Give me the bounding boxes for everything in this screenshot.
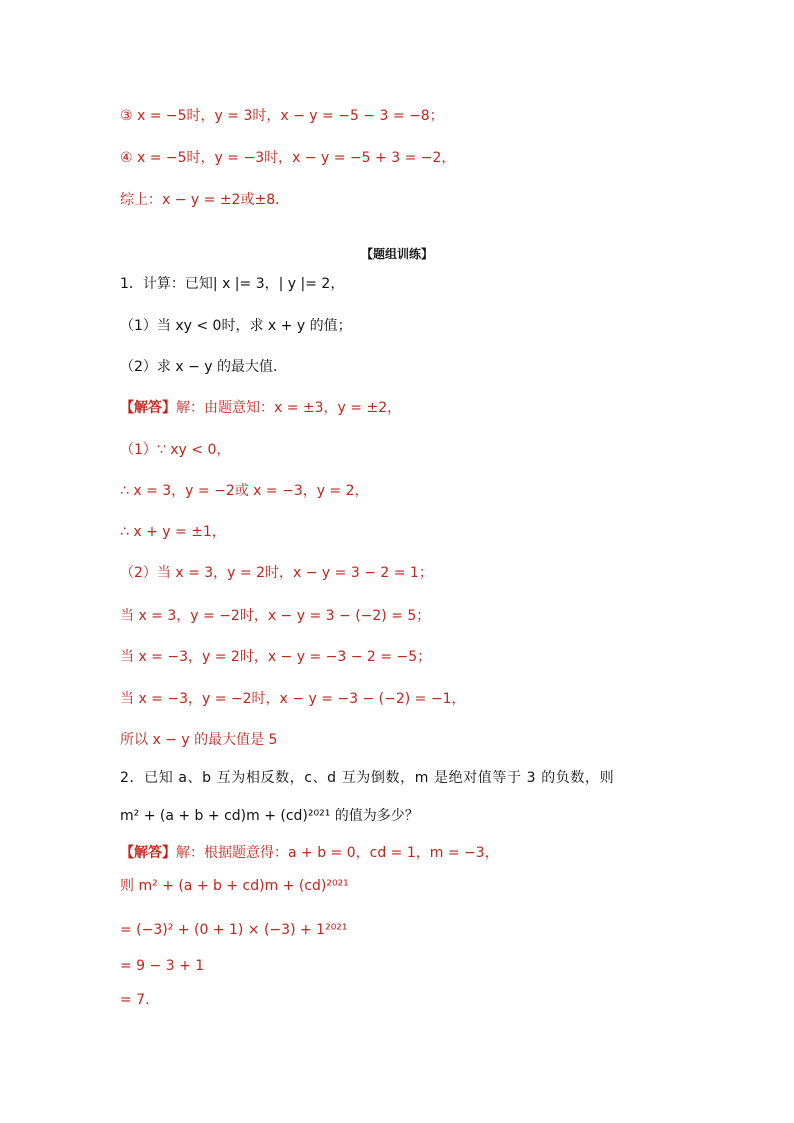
answer-1-line	[120, 398, 401, 418]
question-2-expression: m² + (a + b + cd)m + (cd)²⁰²¹ 的值为多少？	[120, 808, 419, 824]
question-1-part-1: （1）当 xy < 0时，求 x + y 的值；	[120, 318, 352, 334]
solution-step-2: ∴ x = 3，y = −2或 x = −3，y = 2，	[120, 483, 369, 499]
question-2: 2．已知 a、b 互为相反数，c、d 互为倒数，m 是绝对值等于 3 的负数，则	[120, 770, 615, 786]
solution-step-3: ∴ x + y = ±1，	[120, 524, 226, 540]
answer-2-tag: 【解答】	[120, 845, 176, 861]
solution-conclusion: 所以 x − y 的最大值是 5	[120, 732, 278, 748]
solution-step-6: 当 x = −3，y = 2时，x − y = −3 − 2 = −5；	[120, 649, 432, 665]
section-title: 【题组训练】	[360, 247, 433, 261]
solution-step-4: （2）当 x = 3，y = 2时，x − y = 3 − 2 = 1；	[120, 565, 433, 581]
calc-step-1: 则 m² + (a + b + cd)m + (cd)²⁰²¹	[120, 878, 349, 894]
summary-line: 综上：x − y = ±2或±8．	[120, 192, 290, 208]
answer-1-tag: 【解答】	[120, 400, 176, 416]
answer-2-line	[120, 843, 499, 863]
question-1-part-2: （2）求 x − y 的最大值．	[120, 359, 288, 375]
question-1: 1．计算：已知| x |= 3，| y |= 2，	[120, 276, 345, 292]
calc-step-2: = (−3)² + (0 + 1) × (−3) + 1²⁰²¹	[120, 922, 348, 938]
case-3-line: ③ x = −5时，y = 3时，x − y = −5 − 3 = −8；	[120, 108, 444, 124]
solution-step-7: 当 x = −3，y = −2时，x − y = −3 − (−2) = −1，	[120, 691, 466, 707]
solution-step-1: （1）∵ xy < 0，	[120, 442, 231, 458]
answer-1-text: 解：由题意知：x = ±3，y = ±2，	[176, 400, 402, 416]
solution-step-5: 当 x = 3，y = −2时，x − y = 3 − (−2) = 5；	[120, 608, 431, 624]
calc-step-3: = 9 − 3 + 1	[120, 958, 205, 974]
answer-2-text: 解：根据题意得：a + b = 0，cd = 1，m = −3，	[176, 845, 499, 861]
case-4-line: ④ x = −5时，y = −3时，x − y = −5 + 3 = −2，	[120, 150, 456, 166]
calc-step-4: = 7．	[120, 992, 160, 1008]
